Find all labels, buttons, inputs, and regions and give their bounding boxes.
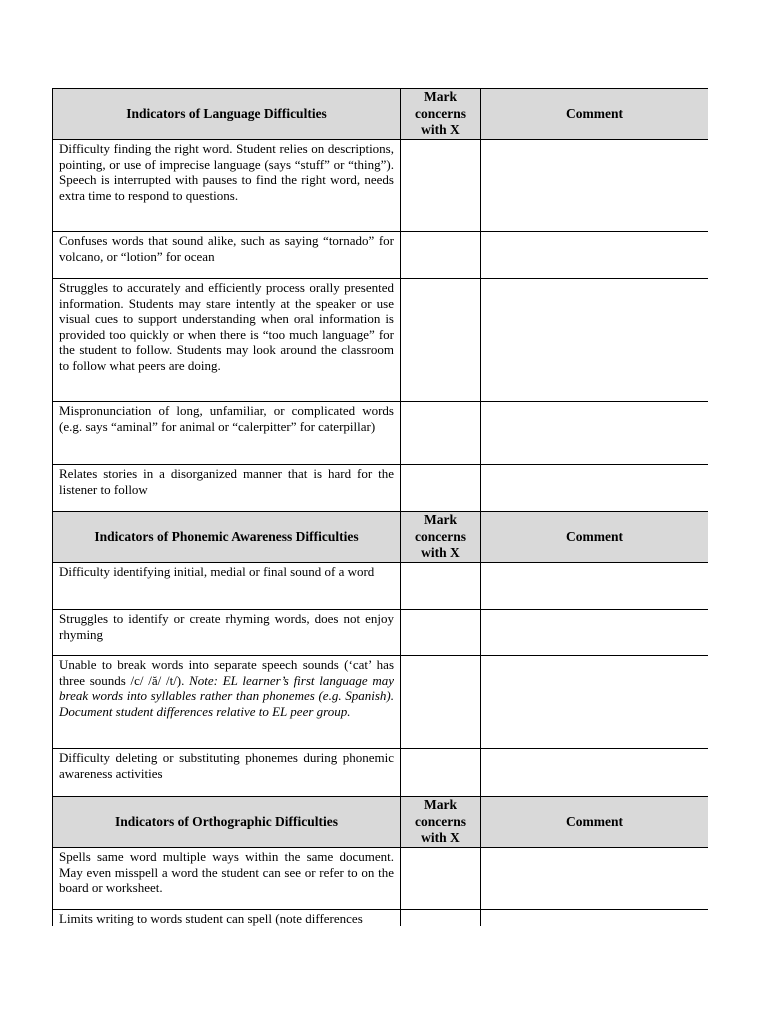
mark-cell[interactable] [401,279,481,402]
table-row [53,749,709,797]
indicator-text: Mispronunciation of long, unfamiliar, or complicated words (e.g. says “aminal” for animal or “calerpitter” for caterpillar) [53,402,401,465]
table-row [53,656,709,749]
comment-cell[interactable] [481,563,709,610]
mark-column-header: Mark concerns with X [401,89,481,140]
mark-column-header: Mark concerns with X [401,797,481,848]
comment-cell[interactable] [481,232,709,279]
indicator-text: Struggles to accurately and efficiently process orally presented information. Students may stare intently at the speaker or use visual cues to support understanding when oral information is provided too quickly or when there is “too much language” for the student to follow. Students may look around the classroom to follow what peers are doing. [53,279,401,402]
mark-cell[interactable] [401,656,481,749]
comment-cell[interactable] [481,465,709,512]
comment-cell[interactable] [481,402,709,465]
comment-cell[interactable] [481,910,709,927]
comment-column-header: Comment [481,89,709,140]
mark-column-header: Mark concerns with X [401,512,481,563]
table-row [53,910,709,927]
table-row [53,402,709,465]
indicator-cell [53,656,401,749]
table-row [53,140,709,232]
indicator-text: Spells same word multiple ways within the same document. May even misspell a word the student can see or refer to on the board or worksheet. [53,848,401,910]
comment-cell[interactable] [481,610,709,656]
indicator-text: Relates stories in a disorganized manner that is hard for the listener to follow [53,465,401,512]
mark-cell[interactable] [401,140,481,232]
table-row [53,465,709,512]
table-row [53,848,709,910]
comment-column-header: Comment [481,512,709,563]
mark-cell[interactable] [401,563,481,610]
comment-cell[interactable] [481,848,709,910]
section-heading: Indicators of Phonemic Awareness Difficulties [53,512,401,563]
indicators-table [52,88,708,926]
mark-cell[interactable] [401,232,481,279]
table-row [53,610,709,656]
mark-cell[interactable] [401,910,481,927]
comment-cell[interactable] [481,279,709,402]
comment-cell[interactable] [481,749,709,797]
section-header-phonemic-awareness [53,512,709,563]
section-header-language [53,89,709,140]
indicator-text: Unable to break words into separate speech sounds (‘cat’ has three sounds /c/ /ă/ /t/). [59,657,394,688]
checklist-sheet [52,88,708,926]
indicator-text: Difficulty deleting or substituting phonemes during phonemic awareness activities [53,749,401,797]
comment-cell[interactable] [481,656,709,749]
section-heading: Indicators of Orthographic Difficulties [53,797,401,848]
mark-cell[interactable] [401,402,481,465]
el-learner-note: Note: EL learner’s first language may break words into syllables rather than phonemes (e.g. Spanish). Document student differences relative to EL peer group. [59,672,395,719]
mark-cell[interactable] [401,465,481,512]
table-row [53,279,709,402]
section-header-orthographic [53,797,709,848]
table-row [53,563,709,610]
comment-column-header: Comment [481,797,709,848]
indicator-text: Difficulty finding the right word. Student relies on descriptions, pointing, or use of imprecise language (says “stuff” or “thing”). Speech is interrupted with pauses to find the right word, needs extra time to respond to questions. [53,140,401,232]
mark-cell[interactable] [401,610,481,656]
indicator-text: Struggles to identify or create rhyming words, does not enjoy rhyming [53,610,401,656]
mark-cell[interactable] [401,749,481,797]
mark-cell[interactable] [401,848,481,910]
comment-cell[interactable] [481,140,709,232]
table-row [53,232,709,279]
indicator-text: Confuses words that sound alike, such as saying “tornado” for volcano, or “lotion” for ocean [53,232,401,279]
indicator-text: Limits writing to words student can spell (note differences [53,910,401,927]
indicator-text: Difficulty identifying initial, medial or final sound of a word [53,563,401,610]
section-heading: Indicators of Language Difficulties [53,89,401,140]
